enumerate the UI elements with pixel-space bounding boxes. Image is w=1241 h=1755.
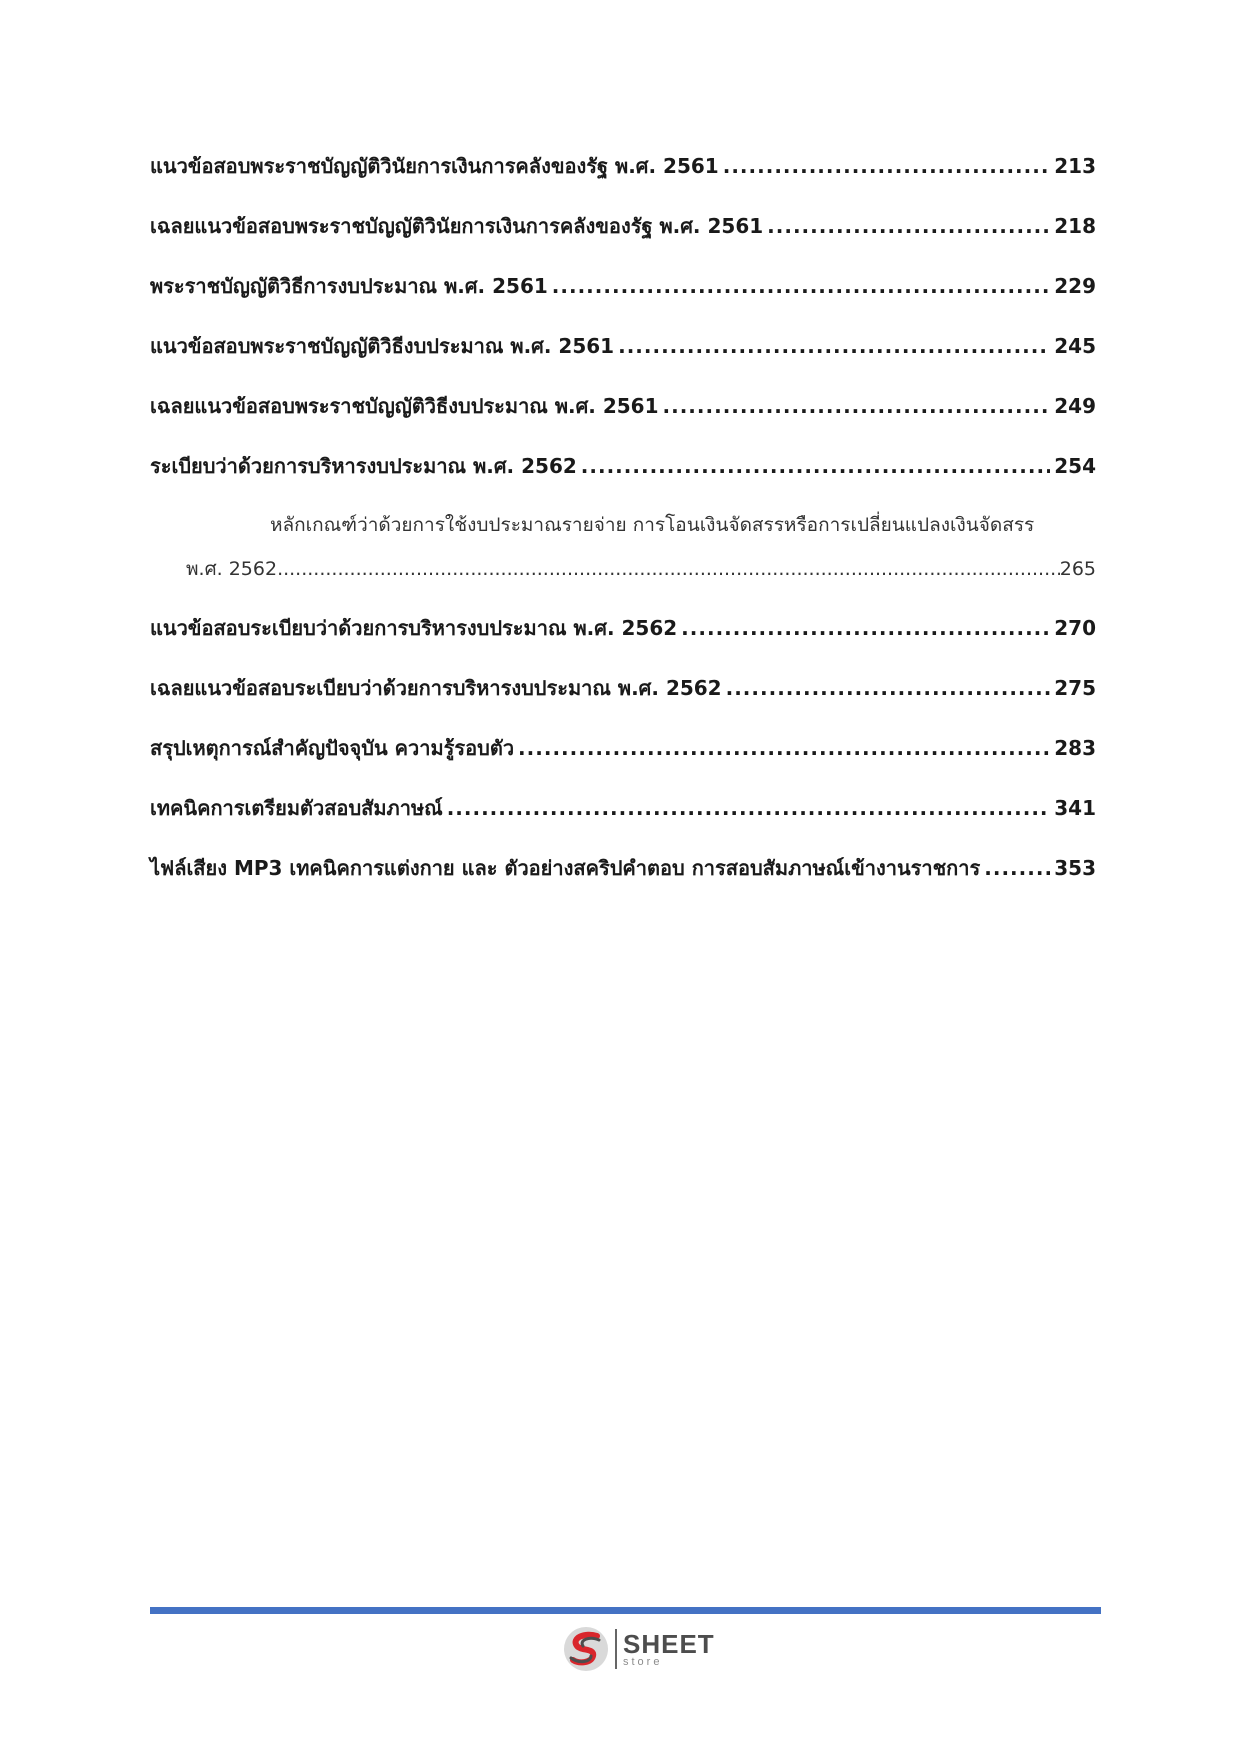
toc-entry-page: 254: [1054, 454, 1096, 478]
toc-entry[interactable]: [150, 450, 1096, 510]
toc-leader-dots: [447, 796, 1051, 820]
toc-subentry-page: 265: [1059, 558, 1096, 580]
toc-entry-page: 229: [1054, 274, 1096, 298]
logo-subtext: store: [623, 1655, 663, 1668]
s-logo-icon: [561, 1624, 611, 1674]
toc-leader-dots: [723, 154, 1051, 178]
toc-leader-dots: [518, 736, 1050, 760]
toc-entry[interactable]: [150, 792, 1096, 852]
table-of-contents: [150, 150, 1096, 912]
toc-entry[interactable]: [150, 330, 1096, 390]
toc-entry[interactable]: [150, 732, 1096, 792]
toc-entry-page: 218: [1054, 214, 1096, 238]
logo-divider: [615, 1629, 617, 1669]
toc-leader-dots: [726, 676, 1051, 700]
toc-entry[interactable]: [150, 150, 1096, 210]
toc-entry-title: เทคนิคการเตรียมตัวสอบสัมภาษณ์: [150, 796, 443, 820]
toc-entry[interactable]: [150, 852, 1096, 912]
toc-entry-page: 245: [1054, 334, 1096, 358]
toc-entry-title: เฉลยแนวข้อสอบพระราชบัญญัติวิธีงบประมาณ พ.ศ. 2561: [150, 394, 659, 418]
toc-leader-dots: [552, 274, 1050, 298]
toc-entry-page: 283: [1054, 736, 1096, 760]
footer-divider: [150, 1607, 1101, 1614]
toc-leader-dots: [681, 616, 1050, 640]
toc-leader-dots: [277, 558, 1060, 580]
toc-entry-page: 249: [1054, 394, 1096, 418]
toc-entry-page: 353: [1054, 856, 1096, 880]
toc-entry-title: ระเบียบว่าด้วยการบริหารงบประมาณ พ.ศ. 2562: [150, 454, 577, 478]
toc-subentry-title: หลักเกณฑ์ว่าด้วยการใช้งบประมาณรายจ่าย การโอนเงินจัดสรรหรือการเปลี่ยนแปลงเงินจัดสรร: [270, 514, 1035, 536]
toc-entry-title: เฉลยแนวข้อสอบระเบียบว่าด้วยการบริหารงบประมาณ พ.ศ. 2562: [150, 676, 722, 700]
toc-leader-dots: [581, 454, 1050, 478]
toc-entry-title: เฉลยแนวข้อสอบพระราชบัญญัติวินัยการเงินการคลังของรัฐ พ.ศ. 2561: [150, 214, 764, 238]
toc-entry-page: 270: [1054, 616, 1096, 640]
logo-text: [623, 1628, 715, 1668]
toc-entry[interactable]: [150, 612, 1096, 672]
toc-subentry-line2[interactable]: [150, 554, 1096, 612]
toc-entry-title: แนวข้อสอบระเบียบว่าด้วยการบริหารงบประมาณ พ.ศ. 2562: [150, 616, 678, 640]
toc-entry-page: 213: [1054, 154, 1096, 178]
toc-subentry-line1[interactable]: [150, 510, 1096, 554]
toc-leader-dots: [984, 856, 1050, 880]
toc-entry-title: สรุปเหตุการณ์สำคัญปัจจุบัน ความรู้รอบตัว: [150, 736, 515, 760]
toc-leader-dots: [663, 394, 1051, 418]
toc-leader-dots: [618, 334, 1050, 358]
sheet-store-logo: [561, 1624, 736, 1674]
toc-entry-title: ไฟล์เสียง MP3 เทคนิคการแต่งกาย และ ตัวอย่างสคริปคำตอบ การสอบสัมภาษณ์เข้างานราชการ: [150, 856, 981, 880]
toc-entry[interactable]: [150, 390, 1096, 450]
toc-entry-page: 341: [1054, 796, 1096, 820]
toc-entry[interactable]: [150, 672, 1096, 732]
toc-entry[interactable]: [150, 270, 1096, 330]
toc-subentry-title-cont: พ.ศ. 2562: [186, 558, 278, 580]
logo-wordmark: SHEET: [623, 1628, 715, 1659]
toc-entry-page: 275: [1054, 676, 1096, 700]
toc-entry[interactable]: [150, 210, 1096, 270]
toc-leader-dots: [767, 214, 1050, 238]
toc-entry-title: แนวข้อสอบพระราชบัญญัติวิธีงบประมาณ พ.ศ. 2561: [150, 334, 615, 358]
toc-entry-title: พระราชบัญญัติวิธีการงบประมาณ พ.ศ. 2561: [150, 274, 548, 298]
toc-entry-title: แนวข้อสอบพระราชบัญญัติวินัยการเงินการคลังของรัฐ พ.ศ. 2561: [150, 154, 719, 178]
